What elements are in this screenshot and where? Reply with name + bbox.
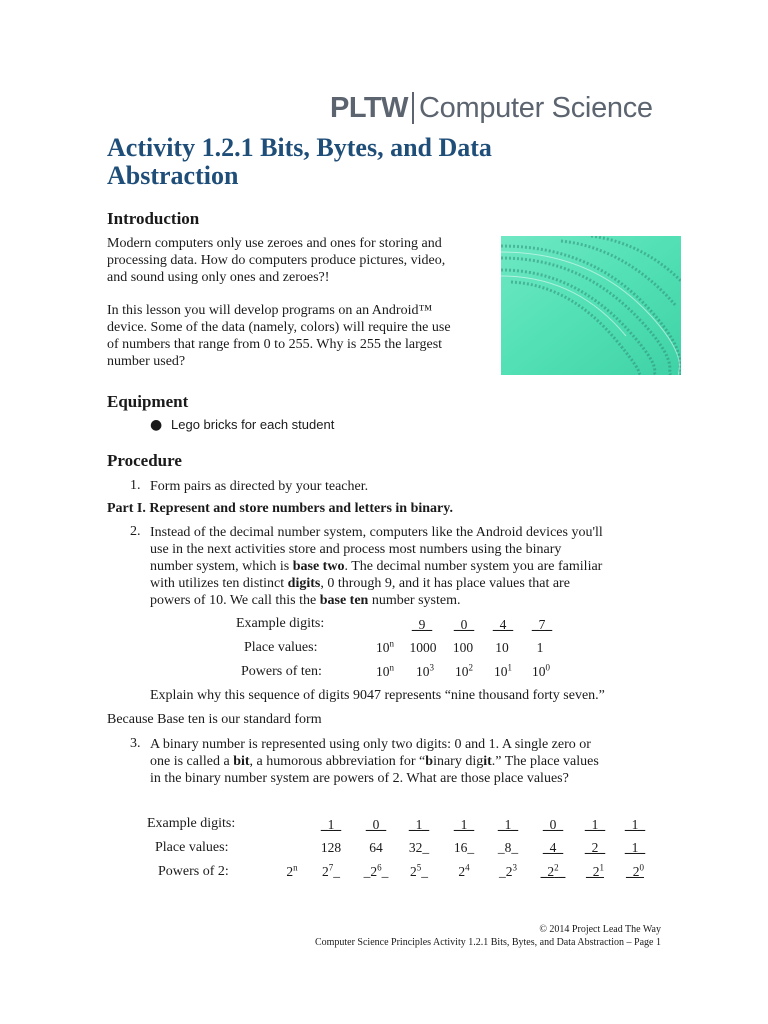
intro-line: device. Some of the data (namely, colors) will require the use xyxy=(107,320,451,335)
step-2-line: powers of 10. We call this the base ten number system. xyxy=(150,593,461,608)
intro-line: and sound using only ones and zeroes?! xyxy=(107,270,330,285)
footer-page-info: Computer Science Principles Activity 1.2.1 Bits, Bytes, and Data Abstraction – Page 1 xyxy=(314,937,661,948)
logo-divider xyxy=(412,92,414,124)
place-value-cell: 100 xyxy=(452,640,474,655)
step-3-line: A binary number is represented using only two digits: 0 and 1. A single zero or xyxy=(150,737,591,752)
step-number: 1. xyxy=(130,478,141,493)
binary-place-cell: _8_ xyxy=(497,840,519,855)
binary-power-cell: $2^5\_$ xyxy=(410,862,428,879)
binary-power-lead: 2$^n$ xyxy=(286,862,298,879)
step-2-line: Instead of the decimal number system, computers like the Android devices you'll xyxy=(150,525,603,540)
step-2-text xyxy=(150,524,670,609)
step-3-line: one is called a bit, a humorous abbreviation for “binary digit.” The place values xyxy=(150,754,599,769)
intro-line: processing data. How do computers produce pictures, video, xyxy=(107,253,446,268)
step-3-text xyxy=(150,736,670,787)
binary-place-cell: _4_ xyxy=(542,840,564,855)
binary-digit-cell: _1_ xyxy=(624,817,646,832)
equipment-heading: Equipment xyxy=(107,392,189,411)
binary-power-cell: $\_2^0$ xyxy=(626,862,644,879)
place-value-cell: 1 xyxy=(536,640,544,655)
procedure-heading: Procedure xyxy=(107,451,182,470)
binary-power-cell: $\_2^6\_$ xyxy=(363,862,389,879)
place-value-cell: 10$^n$ xyxy=(376,638,394,655)
power-cell: $10^0$ xyxy=(532,662,550,679)
power-cell: $10^3$ xyxy=(416,662,434,679)
step-number: 3. xyxy=(130,736,141,751)
explain-question: Explain why this sequence of digits 9047 represents “nine thousand forty seven.” xyxy=(150,688,605,703)
footer-copyright: © 2014 Project Lead The Way xyxy=(539,924,661,935)
binary-digit-cell: _1_ xyxy=(320,817,342,832)
digit-cell: _0_ xyxy=(453,617,475,632)
binary-place-cell: 16_ xyxy=(453,840,475,855)
power-cell: 10$^n$ xyxy=(376,662,394,679)
introduction-paragraph-2 xyxy=(107,302,497,370)
binary-digit-cell: _1_ xyxy=(453,817,475,832)
binary-wave-image xyxy=(501,236,681,375)
power-cell: $10^1$ xyxy=(494,662,512,679)
digit-cell: _4_ xyxy=(492,617,514,632)
binary-power-cell: $2^7\_$ xyxy=(322,862,340,879)
binary-place-cell: _2_ xyxy=(584,840,606,855)
binary-digit-cell: _1_ xyxy=(408,817,430,832)
binary-digit-cell: _0_ xyxy=(365,817,387,832)
title-line-2: Abstraction xyxy=(107,161,239,190)
step-3-line: in the binary number system are powers of 2. What are those place values? xyxy=(150,771,569,786)
title-line-1: Activity 1.2.1 Bits, Bytes, and Data xyxy=(107,133,492,162)
part-1-heading: Part I. Represent and store numbers and letters in binary. xyxy=(107,501,453,516)
introduction-paragraph-1 xyxy=(107,235,497,286)
equipment-item: Lego bricks for each student xyxy=(171,417,335,432)
binary-power-cell: $2^4$ xyxy=(458,862,470,879)
binary-place-cell: _1_ xyxy=(624,840,646,855)
power-cell: $10^2$ xyxy=(455,662,473,679)
table-label: Powers of 2: xyxy=(158,864,229,879)
binary-power-cell: $\_2^1$ xyxy=(586,862,604,879)
page-title xyxy=(107,134,667,190)
binary-place-cell: 128 xyxy=(320,840,342,855)
step-2-line: number system, which is base two. The decimal number system you are familiar xyxy=(150,559,603,574)
student-answer: Because Base ten is our standard form xyxy=(107,712,322,727)
digit-cell: _9_ xyxy=(411,617,433,632)
table-label: Powers of ten: xyxy=(241,664,322,679)
binary-digit-cell: _1_ xyxy=(497,817,519,832)
binary-data-illustration xyxy=(501,236,681,375)
table-label: Example digits: xyxy=(236,616,325,631)
pltw-logo xyxy=(330,92,653,124)
intro-line: Modern computers only use zeroes and ones for storing and xyxy=(107,236,442,251)
step-2-line: with utilizes ten distinct digits, 0 through 9, and it has place values that are xyxy=(150,576,570,591)
logo-subtitle: Computer Science xyxy=(419,91,653,124)
table-label: Place values: xyxy=(244,640,318,655)
introduction-heading: Introduction xyxy=(107,209,200,228)
bullet-icon: ● xyxy=(150,417,163,433)
place-value-cell: 1000 xyxy=(409,640,437,655)
place-value-cell: 10 xyxy=(495,640,509,655)
step-number: 2. xyxy=(130,524,141,539)
step-2-line: use in the next activities store and process most numbers using the binary xyxy=(150,542,562,557)
binary-place-cell: 64 xyxy=(369,840,383,855)
binary-power-cell: $\_2^2\_$ xyxy=(540,862,566,879)
binary-place-cell: 32_ xyxy=(408,840,430,855)
table-label: Example digits: xyxy=(147,816,236,831)
step-1-text: Form pairs as directed by your teacher. xyxy=(150,479,369,494)
binary-digit-cell: _1_ xyxy=(584,817,606,832)
intro-line: of numbers that range from 0 to 255. Why is 255 the largest xyxy=(107,337,443,352)
intro-line: number used? xyxy=(107,354,186,369)
binary-power-cell: $\_2^3$ xyxy=(499,862,517,879)
logo-brand: PLTW xyxy=(330,91,408,124)
intro-line: In this lesson you will develop programs on an Android™ xyxy=(107,303,433,318)
binary-digit-cell: _0_ xyxy=(542,817,564,832)
digit-cell: _7_ xyxy=(531,617,553,632)
table-label: Place values: xyxy=(155,840,229,855)
